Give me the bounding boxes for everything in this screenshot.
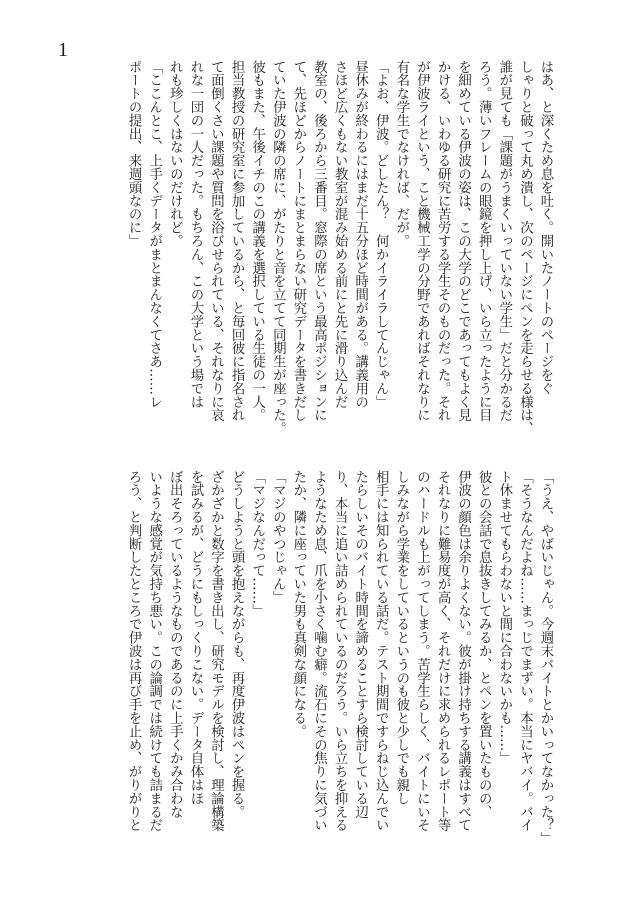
text-line: 彼もまた、午後イチのこの講義を選択している生徒の一人。 xyxy=(249,60,265,422)
text-line: 「マジなんだって……」 xyxy=(249,470,265,618)
text-line: さほど広くもない教室が混み始める前にと先に滑り込んだ xyxy=(332,60,348,409)
text-line: を細めている伊波の姿は、この大学のどこであってもよく見 xyxy=(455,60,471,422)
text-line: かける、いわゆる研究に苦労する学生そのものだった。それ xyxy=(435,60,451,422)
text-line: 「マジのやつじゃん」 xyxy=(270,470,286,604)
text-line: を試みるが、どうにもしっくりこない。データ自体はほ xyxy=(187,470,203,805)
text-block-upper xyxy=(75,60,555,440)
text-line: ていた伊波の隣の席に、がたりと音を立てて同期生が座った。 xyxy=(270,60,286,436)
text-line: ポートの提出、来週頭なのに」 xyxy=(126,60,142,248)
text-line: 担当教授の研究室に参加しているから、と毎回彼に指名され xyxy=(229,60,245,422)
text-line: しみながら学業をしているというのも彼と少しでも親し xyxy=(393,470,409,805)
text-line: ろう、と判断したところで伊波は再び手を止め、がりがりと xyxy=(126,470,142,832)
text-line: 教室の、後ろから三番目。窓際の席という最高ポジションに xyxy=(311,60,327,422)
text-line: 「そうなんだよね……まっじでまずい。本当にヤバイ。バイ xyxy=(517,470,533,832)
text-line: たか、隣に座っていた男も真剣な顔になる。 xyxy=(290,470,306,738)
text-line: ざかざかと数字を書き出し、研究モデルを検討し、理論構築 xyxy=(208,470,224,832)
text-line: たらしいそのバイト時間を諦めることすら検討している辺 xyxy=(352,470,368,819)
text-line: ト休ませてもらわないと間に合わないかも……」 xyxy=(496,470,512,765)
text-line: しゃりと破って丸め潰し、次のページにペンを走らせる様は、 xyxy=(517,60,533,436)
text-line: 相手には知られている話だ。テスト期間ですらねじ込んでい xyxy=(373,470,389,832)
text-line: 昼休みが終わるにはまだ十五分ほど時間がある。講義用の xyxy=(352,60,368,409)
text-line: 誰が見ても「課題がうまくいっていない学生」だと分かるだ xyxy=(496,60,512,422)
text-line: 「ここんとこ、上手くデータがまとまんなくてさあ……レ xyxy=(146,60,162,409)
text-line: はあ、と深くため息を吐く。開いたノートのページをぐ xyxy=(538,60,553,395)
page-number: 1 xyxy=(58,39,68,61)
text-line: れな一団の一人だった。もちろん、この大学という場では xyxy=(187,60,203,409)
text-line: て、先ほどからノートにまとまらない研究データを書きだし xyxy=(290,60,306,422)
text-line: それなりに難易度が高く、それだけに求められるレポート等 xyxy=(435,470,451,832)
text-line: 有名な学生でなければ、だが。 xyxy=(393,60,409,248)
text-line: 「うえ、やばいじゃん。今週末バイトとかいってなかった？」 xyxy=(538,470,553,846)
text-line: り、本当に追い詰められているのだろう。いら立ちを抑える xyxy=(332,470,348,832)
text-line: れも珍しくはないのだけれど。 xyxy=(167,60,183,248)
text-line: が伊波ライという、こと機械工学の分野であればそれなりに xyxy=(414,60,430,422)
text-line: ろう。薄いフレームの眼鏡を押し上げ、いら立ったように目 xyxy=(476,60,492,422)
text-line: 「よお、伊波。どしたん？ 何かイライラしてんじゃん」 xyxy=(373,60,389,409)
text-line: ようなため息、爪を小さく噛む癖。流石にその焦りに気づい xyxy=(311,470,327,832)
text-line: ぼ出そろっているようなものであるのに上手くかみ合わな xyxy=(167,470,183,819)
text-line: いような感覚が気持ち悪い。この論調では続けても詰まるだ xyxy=(146,470,162,832)
text-line: のハードルも上がってしまう。苦学生らしく、バイトにいそ xyxy=(414,470,430,832)
text-line: 伊波の顔色は余りよくない。彼が掛け持ちする講義はすべて xyxy=(455,470,471,832)
text-line: 彼との会話で息抜きしてみるか、とペンを置いたものの、 xyxy=(476,470,492,819)
text-block-lower xyxy=(75,470,555,850)
text-line: て面倒くさい課題や質問を浴びせられている、それなりに哀 xyxy=(208,60,224,422)
text-line: どうしようと頭を抱えながらも、再度伊波はペンを握る。 xyxy=(229,470,245,819)
